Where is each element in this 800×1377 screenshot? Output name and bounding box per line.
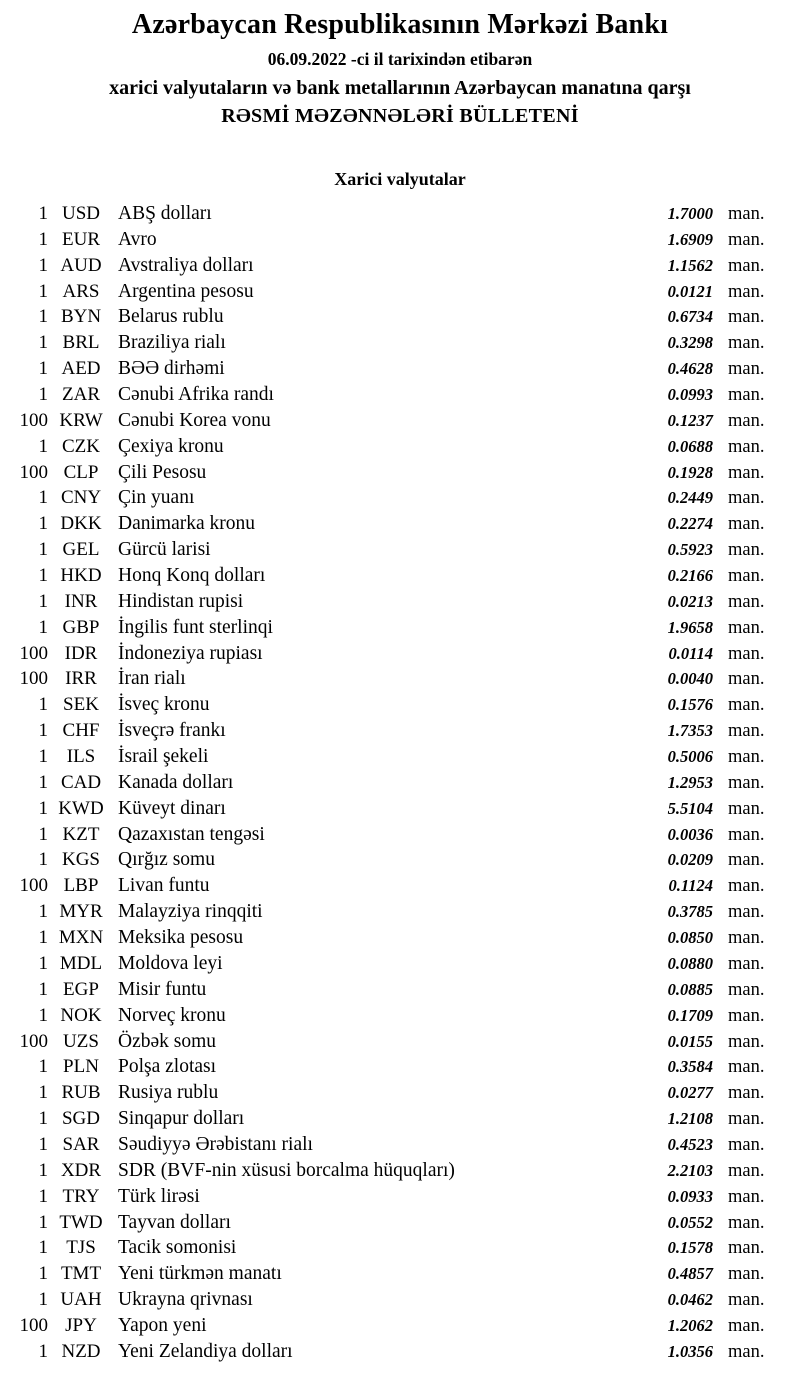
currency-code: AUD (60, 254, 102, 276)
unit-label: man. (728, 229, 765, 250)
currency-name: Gürcü larisi (118, 539, 211, 561)
rate-row (0, 1339, 800, 1365)
currency-code: MYR (59, 901, 103, 923)
currency-name: Çexiya kronu (118, 435, 224, 457)
rate-row (0, 822, 800, 848)
unit-label: man. (728, 281, 765, 302)
currency-code: AED (61, 358, 101, 380)
currency-name: Honq Konq dolları (118, 565, 266, 587)
currency-name: Sinqapur dolları (118, 1108, 245, 1130)
quantity: 1 (38, 901, 48, 923)
rate-value: 0.4857 (667, 1264, 713, 1284)
currency-code: EGP (63, 978, 99, 1000)
unit-label: man. (728, 1238, 765, 1259)
currency-code: BYN (60, 306, 102, 328)
quantity: 1 (38, 849, 48, 871)
currency-code: ZAR (62, 384, 100, 406)
quantity: 1 (38, 616, 48, 638)
quantity: 1 (38, 1340, 48, 1362)
unit-label: man. (728, 850, 765, 871)
currency-code: IDR (64, 642, 98, 664)
quantity: 1 (38, 1082, 48, 1104)
currency-code: BRL (62, 332, 100, 354)
unit-label: man. (728, 436, 765, 457)
quantity: 1 (38, 694, 48, 716)
currency-name: Meksika pesosu (118, 927, 244, 949)
rate-row (0, 253, 800, 279)
unit-label: man. (728, 307, 765, 328)
rate-value: 5.5104 (667, 798, 713, 818)
rate-row (0, 1235, 800, 1261)
quantity: 1 (38, 280, 48, 302)
unit-label: man. (728, 1290, 765, 1311)
currency-code: DKK (60, 513, 102, 535)
currency-code: KRW (59, 409, 103, 431)
rate-row (0, 1029, 800, 1055)
rate-row (0, 641, 800, 667)
unit-label: man. (728, 1083, 765, 1104)
unit-label: man. (728, 1264, 765, 1285)
rate-row (0, 718, 800, 744)
unit-label: man. (728, 1186, 765, 1207)
unit-label: man. (728, 695, 765, 716)
rate-row (0, 511, 800, 537)
quantity: 1 (38, 513, 48, 535)
rate-value: 1.6909 (667, 229, 713, 249)
currency-code: XDR (60, 1159, 102, 1181)
currency-code: UAH (60, 1289, 102, 1311)
currency-name: Misir funtu (118, 978, 207, 1000)
currency-code: ILS (66, 746, 96, 768)
bulletin-header (0, 0, 800, 128)
currency-code: CLP (63, 461, 99, 483)
currency-code: INR (64, 590, 98, 612)
quantity: 1 (38, 228, 48, 250)
currency-code: TRY (62, 1185, 100, 1207)
rate-row (0, 537, 800, 563)
unit-label: man. (728, 1031, 765, 1052)
quantity: 1 (38, 1159, 48, 1181)
currency-code: HKD (60, 565, 102, 587)
rate-value: 1.9658 (667, 617, 713, 637)
currency-code: TWD (59, 1211, 103, 1233)
unit-label: man. (728, 1109, 765, 1130)
currency-name: Çin yuanı (118, 487, 195, 509)
currency-name: Tacik somonisi (118, 1237, 237, 1259)
rate-value: 1.2108 (667, 1109, 713, 1129)
quantity: 1 (38, 590, 48, 612)
section-title-foreign-currencies: Xarici valyutalar (334, 169, 466, 189)
currency-name: Avstraliya dolları (118, 254, 254, 276)
rate-value: 0.0688 (667, 436, 713, 456)
currency-code: CNY (60, 487, 102, 509)
currency-name: İngilis funt sterlinqi (118, 616, 273, 638)
rate-value: 0.6734 (667, 307, 713, 327)
currency-name: Hindistan rupisi (118, 590, 244, 612)
currency-name: Tayvan dolları (118, 1211, 231, 1233)
quantity: 1 (38, 1263, 48, 1285)
quantity: 1 (38, 1289, 48, 1311)
unit-label: man. (728, 1341, 765, 1362)
rate-row (0, 1184, 800, 1210)
unit-label: man. (728, 798, 765, 819)
currency-code: SEK (63, 694, 99, 716)
currency-code: KGS (61, 849, 100, 871)
unit-label: man. (728, 1005, 765, 1026)
currency-name: İran rialı (118, 668, 186, 690)
currency-name: Norveç kronu (118, 1004, 226, 1026)
currency-name: İsrail şekeli (118, 746, 209, 768)
rate-value: 0.5923 (667, 540, 713, 560)
rate-value: 0.3785 (667, 902, 713, 922)
unit-label: man. (728, 669, 765, 690)
rate-value: 1.2062 (667, 1315, 713, 1335)
currency-name: Kanada dolları (118, 771, 234, 793)
currency-code: LBP (63, 875, 99, 897)
unit-label: man. (728, 566, 765, 587)
rate-row (0, 1158, 800, 1184)
rate-value: 0.0850 (667, 928, 713, 948)
quantity: 1 (38, 952, 48, 974)
currency-code: MDL (59, 952, 103, 974)
unit-label: man. (728, 410, 765, 431)
unit-label: man. (728, 255, 765, 276)
rate-value: 0.0036 (667, 824, 713, 844)
unit-label: man. (728, 772, 765, 793)
currency-code: KZT (62, 823, 100, 845)
quantity: 1 (38, 358, 48, 380)
rate-value: 0.2166 (667, 566, 713, 586)
quantity: 1 (38, 797, 48, 819)
currency-name: Özbək somu (118, 1030, 217, 1052)
unit-label: man. (728, 385, 765, 406)
currency-name: Yapon yeni (118, 1314, 207, 1336)
quantity: 1 (38, 1004, 48, 1026)
unit-label: man. (728, 333, 765, 354)
rate-row (0, 356, 800, 382)
rate-value: 0.1928 (667, 462, 713, 482)
rate-value: 1.0356 (667, 1341, 713, 1361)
quantity: 1 (38, 1211, 48, 1233)
rate-value: 0.0121 (667, 281, 713, 301)
currency-name: Danimarka kronu (118, 513, 255, 535)
rate-value: 1.7353 (667, 721, 713, 741)
quantity: 100 (19, 409, 48, 431)
rate-value: 0.0209 (667, 850, 713, 870)
quantity: 1 (38, 332, 48, 354)
quantity: 1 (38, 539, 48, 561)
unit-label: man. (728, 617, 765, 638)
rate-row (0, 744, 800, 770)
rate-value: 0.5006 (667, 747, 713, 767)
bank-name-title: Azərbaycan Respublikasının Mərkəzi Bankı (131, 9, 669, 40)
quantity: 1 (38, 565, 48, 587)
rate-row (0, 589, 800, 615)
quantity: 1 (38, 435, 48, 457)
quantity: 100 (19, 668, 48, 690)
rate-row (0, 279, 800, 305)
rate-row (0, 201, 800, 227)
rate-row (0, 873, 800, 899)
rate-row (0, 770, 800, 796)
currency-name: SDR (BVF-nin xüsusi borcalma hüquqları) (118, 1159, 455, 1181)
rate-row (0, 1080, 800, 1106)
rate-value: 0.0462 (667, 1290, 713, 1310)
unit-label: man. (728, 1315, 765, 1336)
quantity: 1 (38, 306, 48, 328)
rate-row (0, 382, 800, 408)
quantity: 1 (38, 823, 48, 845)
unit-label: man. (728, 876, 765, 897)
quantity: 1 (38, 720, 48, 742)
rate-value: 0.1578 (667, 1238, 713, 1258)
rate-value: 2.2103 (667, 1160, 713, 1180)
unit-label: man. (728, 591, 765, 612)
currency-code: SGD (61, 1108, 100, 1130)
rate-row (0, 899, 800, 925)
rate-value: 0.0993 (667, 385, 713, 405)
rate-value: 1.7000 (667, 204, 713, 223)
currency-name: Ukrayna qrivnası (118, 1289, 253, 1311)
rate-value: 0.0155 (667, 1031, 713, 1051)
rate-value: 0.0040 (667, 669, 713, 689)
rate-row (0, 615, 800, 641)
unit-label: man. (728, 359, 765, 380)
rate-value: 0.1237 (667, 410, 713, 430)
quantity: 1 (38, 487, 48, 509)
rate-row (0, 304, 800, 330)
subject-line: xarici valyutaların və bank metallarının Azərbaycan manatına qarşı (109, 77, 691, 99)
rate-row (0, 1132, 800, 1158)
rate-value: 1.2953 (667, 772, 713, 792)
currency-code: ARS (62, 280, 100, 302)
currency-code: PLN (63, 1056, 99, 1078)
currency-name: İsveçrə frankı (118, 720, 226, 742)
rate-value: 0.2449 (667, 488, 713, 508)
rate-row (0, 1054, 800, 1080)
quantity: 1 (38, 746, 48, 768)
rate-row (0, 847, 800, 873)
quantity: 1 (38, 771, 48, 793)
unit-label: man. (728, 1212, 765, 1233)
quantity: 100 (19, 461, 48, 483)
currency-code: EUR (62, 228, 100, 250)
currency-name: Küveyt dinarı (118, 797, 226, 819)
quantity: 1 (38, 203, 48, 224)
quantity: 100 (19, 1314, 48, 1336)
quantity: 1 (38, 978, 48, 1000)
currency-code: MXN (58, 927, 104, 949)
rate-value: 0.4628 (667, 359, 713, 379)
currency-name: ABŞ dolları (118, 203, 212, 224)
rate-row (0, 1106, 800, 1132)
quantity: 100 (19, 1030, 48, 1052)
quantity: 1 (38, 1185, 48, 1207)
currency-name: Moldova leyi (118, 952, 223, 974)
rate-row (0, 1313, 800, 1339)
rate-value: 0.1709 (667, 1005, 713, 1025)
rate-row (0, 1287, 800, 1313)
rate-value: 0.0277 (667, 1083, 713, 1103)
currency-name: Braziliya rialı (118, 332, 226, 354)
unit-label: man. (728, 1134, 765, 1155)
unit-label: man. (728, 204, 765, 224)
currency-code: TMT (60, 1263, 102, 1285)
currency-name: Livan funtu (118, 875, 210, 897)
currency-code: GEL (62, 539, 100, 561)
rate-row (0, 951, 800, 977)
rate-row (0, 666, 800, 692)
currency-code: TJS (66, 1237, 96, 1259)
quantity: 1 (38, 927, 48, 949)
rate-value: 0.0885 (667, 979, 713, 999)
currency-name: Avro (118, 228, 157, 250)
rate-row (0, 460, 800, 486)
currency-code: USD (61, 203, 100, 224)
unit-label: man. (728, 902, 765, 923)
unit-label: man. (728, 540, 765, 561)
rate-row (0, 1210, 800, 1236)
rate-value: 0.3584 (667, 1057, 713, 1077)
effective-date-line: 06.09.2022 -ci il tarixindən etibarən (267, 49, 533, 69)
unit-label: man. (728, 514, 765, 535)
rate-value: 0.1576 (667, 695, 713, 715)
quantity: 1 (38, 254, 48, 276)
rate-row (0, 434, 800, 460)
currency-name: Cənubi Afrika randı (118, 384, 274, 406)
quantity: 1 (38, 384, 48, 406)
rate-value: 0.0552 (667, 1212, 713, 1232)
unit-label: man. (728, 488, 765, 509)
currency-code: RUB (61, 1082, 101, 1104)
rate-row (0, 925, 800, 951)
rate-row (0, 485, 800, 511)
currency-name: İsveç kronu (118, 694, 210, 716)
quantity: 1 (38, 1237, 48, 1259)
rate-value: 0.0213 (667, 591, 713, 611)
currency-code: IRR (65, 668, 97, 690)
quantity: 1 (38, 1133, 48, 1155)
currency-name: Belarus rublu (118, 306, 224, 328)
unit-label: man. (728, 979, 765, 1000)
currency-code: CAD (60, 771, 102, 793)
currency-name: Qırğız somu (118, 849, 215, 871)
currency-code: SAR (62, 1133, 100, 1155)
currency-name: Argentina pesosu (118, 280, 254, 302)
rate-value: 0.4523 (667, 1134, 713, 1154)
rate-row (0, 692, 800, 718)
currency-code: UZS (63, 1030, 99, 1052)
unit-label: man. (728, 747, 765, 768)
currency-code: JPY (65, 1314, 97, 1336)
rate-row (0, 227, 800, 253)
currency-code: CZK (62, 435, 100, 457)
rate-value: 0.0114 (668, 643, 713, 663)
quantity: 100 (19, 642, 48, 664)
currency-code: GBP (62, 616, 100, 638)
rate-row (0, 796, 800, 822)
rate-row (0, 330, 800, 356)
rate-value: 1.1562 (667, 255, 713, 275)
currency-name: Türk lirəsi (118, 1185, 200, 1207)
bulletin-title: RƏSMİ MƏZƏNNƏLƏRİ BÜLLETENİ (221, 105, 579, 127)
unit-label: man. (728, 721, 765, 742)
unit-label: man. (728, 462, 765, 483)
quantity: 1 (38, 1056, 48, 1078)
rate-row (0, 1003, 800, 1029)
rates-table (0, 201, 800, 1365)
currency-code: CHF (62, 720, 100, 742)
quantity: 100 (19, 875, 48, 897)
rate-value: 0.0933 (667, 1186, 713, 1206)
currency-name: Rusiya rublu (118, 1082, 219, 1104)
unit-label: man. (728, 643, 765, 664)
rate-value: 0.3298 (667, 333, 713, 353)
unit-label: man. (728, 928, 765, 949)
rate-value: 0.1124 (668, 876, 713, 896)
rate-value: 0.2274 (667, 514, 713, 534)
unit-label: man. (728, 1057, 765, 1078)
currency-code: NZD (61, 1340, 101, 1362)
currency-name: Polşa zlotası (118, 1056, 217, 1078)
currency-code: KWD (58, 797, 104, 819)
rate-value: 0.0880 (667, 953, 713, 973)
unit-label: man. (728, 824, 765, 845)
currency-name: Yeni Zelandiya dolları (118, 1340, 293, 1362)
unit-label: man. (728, 953, 765, 974)
currency-code: NOK (60, 1004, 102, 1026)
currency-name: İndoneziya rupiası (118, 642, 263, 664)
quantity: 1 (38, 1108, 48, 1130)
rate-row (0, 563, 800, 589)
rate-row (0, 1261, 800, 1287)
rate-row (0, 408, 800, 434)
currency-name: Cənubi Korea vonu (118, 409, 271, 431)
currency-name: BƏƏ dirhəmi (118, 358, 225, 380)
currency-name: Malayziya rinqqiti (118, 901, 263, 923)
unit-label: man. (728, 1160, 765, 1181)
currency-name: Səudiyyə Ərəbistanı rialı (118, 1133, 313, 1155)
currency-name: Qazaxıstan tengəsi (118, 823, 265, 845)
currency-name: Çili Pesosu (118, 461, 207, 483)
currency-name: Yeni türkmən manatı (118, 1263, 282, 1285)
rate-row (0, 977, 800, 1003)
